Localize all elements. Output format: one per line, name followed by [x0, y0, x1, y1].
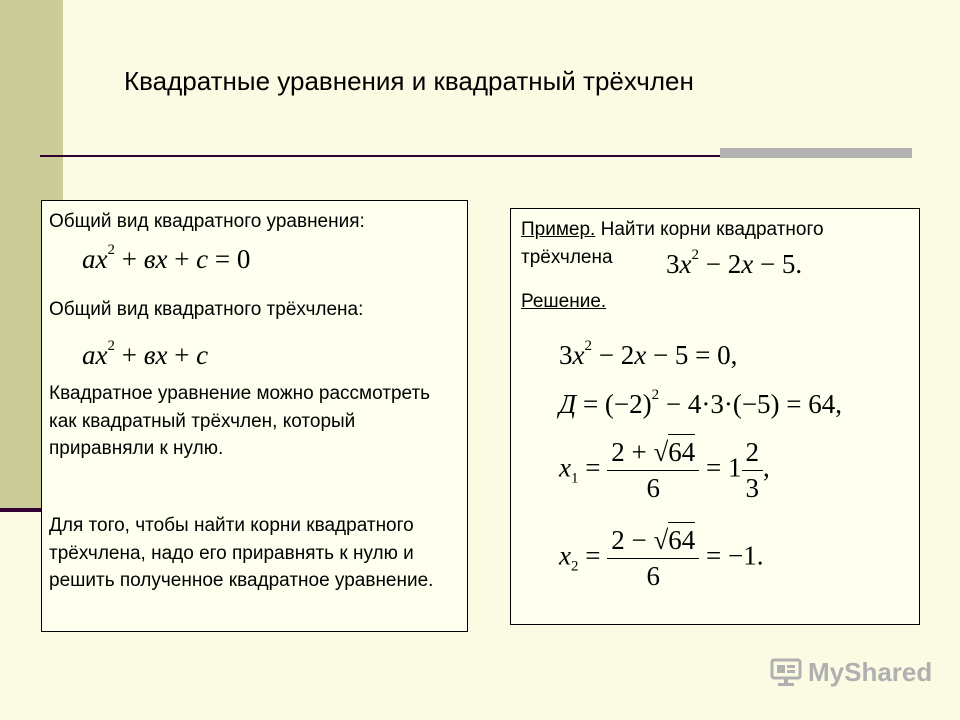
presentation-icon — [770, 656, 802, 688]
example-trinomial-formula: $3x^2 - 2x - 5$. — [666, 247, 803, 279]
equation-general-form-formula: $ax^2$ + вx + c = 0 — [82, 242, 251, 274]
explanation-paragraph: Квадратное уравнение можно рассмотреть как квадратный трёхчлен, который приравняли к нулю. — [49, 383, 431, 459]
trinomial-general-form-heading: Общий вид квадратного трёхчлена: — [49, 299, 364, 320]
discriminant-formula: $Д = (-2)^2 - 4\cdot 3\cdot(-5) = 64$, — [559, 387, 843, 419]
solution-equation: $3x^2 - 2x - 5 = 0$, — [559, 338, 738, 370]
general-form-box — [41, 200, 468, 632]
example-task-text: Найти корни квадратного — [600, 219, 824, 240]
example-label: Пример. — [521, 219, 596, 240]
example-task-line — [521, 216, 824, 244]
title-underline-accent — [720, 148, 912, 158]
root-x2-formula: $x_2$ = $\frac{2 - √64}{6}$ = −1. — [559, 527, 763, 590]
method-paragraph: Для того, чтобы найти корни квадратного трёхчлена, надо его приравнять к нулю и решить полученное квадратное уравнение. — [49, 515, 434, 591]
equation-general-form-heading: Общий вид квадратного уравнения: — [49, 211, 365, 232]
solution-label: Решение. — [521, 291, 607, 312]
slide-title: Квадратные уравнения и квадратный трёхчлен — [124, 66, 694, 96]
example-task-line-2: трёхчлена — [521, 247, 613, 268]
watermark-text: MyShared — [808, 656, 933, 687]
root-x1-formula: $x_1$ = $\frac{2 + √64}{6}$ = 1 $\frac{2}{3}$ , — [559, 439, 770, 502]
watermark-logo — [770, 656, 932, 688]
example-box — [510, 208, 920, 625]
trinomial-general-form-formula: $ax^2$ + вx + c — [82, 338, 209, 370]
